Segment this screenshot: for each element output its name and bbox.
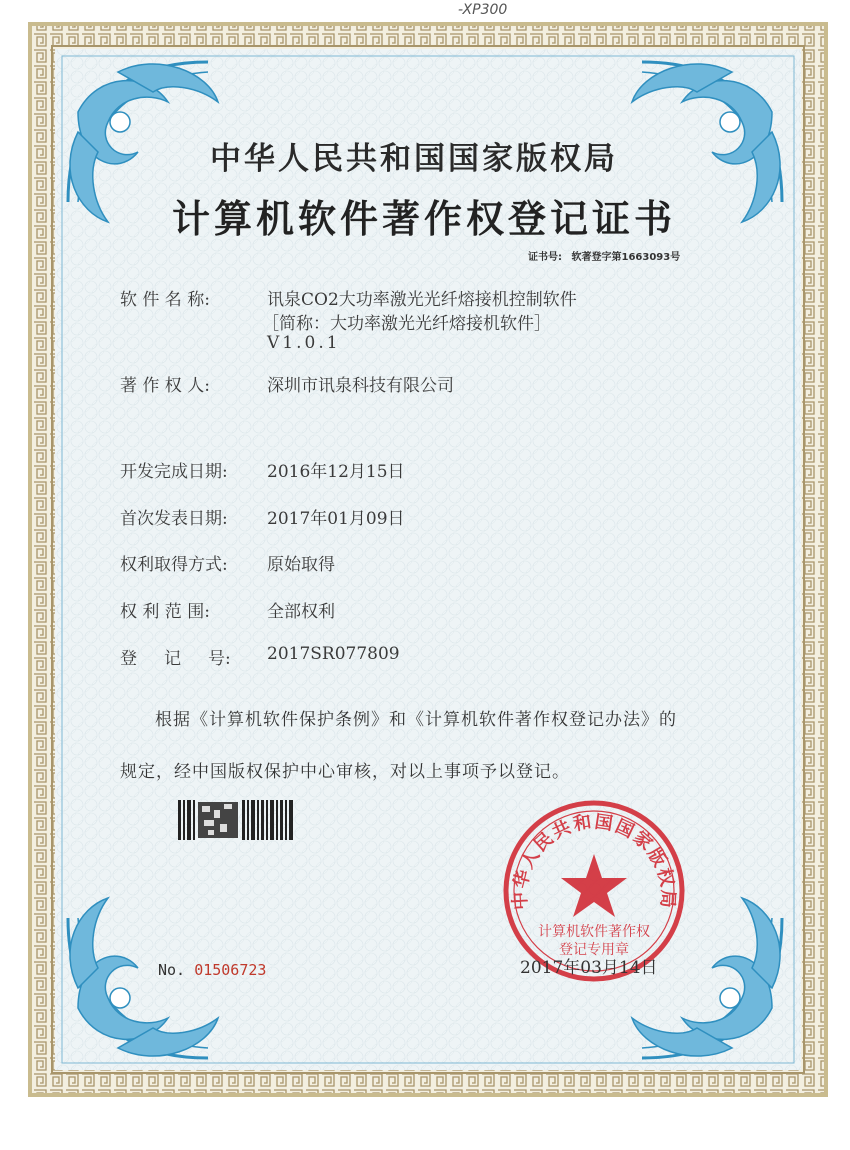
owner: 深圳市讯泉科技有限公司 xyxy=(267,376,454,396)
statement-line-1: 根据《计算机软件保护条例》和《计算机软件著作权登记办法》的 xyxy=(155,710,677,730)
statement-line-2: 规定，经中国版权保护中心审核，对以上事项予以登记。 xyxy=(120,762,570,782)
issue-date: 2017年03月14日 xyxy=(520,958,658,978)
acquire-method: 原始取得 xyxy=(267,555,335,575)
cert-number-row xyxy=(528,248,680,263)
dev-date-label: 开发完成日期: xyxy=(120,462,228,482)
acquire-label: 权利取得方式: xyxy=(120,555,228,575)
barcode xyxy=(178,800,296,840)
pub-date: 2017年01月09日 xyxy=(267,509,405,529)
scope-label: 权 利 范 围: xyxy=(120,602,210,622)
serial-label: No. xyxy=(158,961,186,979)
reg-number: 2017SR077809 xyxy=(267,644,400,664)
dev-date: 2016年12月15日 xyxy=(267,462,405,482)
seal-inner-line-2: 登记专用章 xyxy=(559,942,629,958)
software-version: V1.0.1 xyxy=(267,333,341,353)
certificate-title: 计算机软件著作权登记证书 xyxy=(172,196,677,241)
software-name: 讯泉CO2大功率激光光纤熔接机控制软件 xyxy=(267,290,577,310)
serial-number: 01506723 xyxy=(194,961,267,979)
reg-number-label: 登 记 号: xyxy=(120,649,231,669)
issuer-title: 中华人民共和国国家版权局 xyxy=(210,141,618,177)
owner-label: 著 作 权 人: xyxy=(120,376,210,396)
cert-number: 软著登字第1663093号 xyxy=(571,252,681,263)
rights-scope: 全部权利 xyxy=(267,602,335,622)
pub-date-label: 首次发表日期: xyxy=(120,509,228,529)
serial-number-row xyxy=(158,960,266,979)
cert-number-label: 证书号: xyxy=(528,252,562,263)
seal-outer-text: 中华人民共和国国家版权局 xyxy=(509,811,679,911)
handwritten-note: -XP300 xyxy=(458,2,508,18)
software-short-name: ［简称：大功率激光光纤熔接机软件］ xyxy=(262,314,551,334)
seal-inner-line-1: 计算机软件著作权 xyxy=(538,924,650,940)
software-name-label: 软 件 名 称: xyxy=(120,290,210,310)
